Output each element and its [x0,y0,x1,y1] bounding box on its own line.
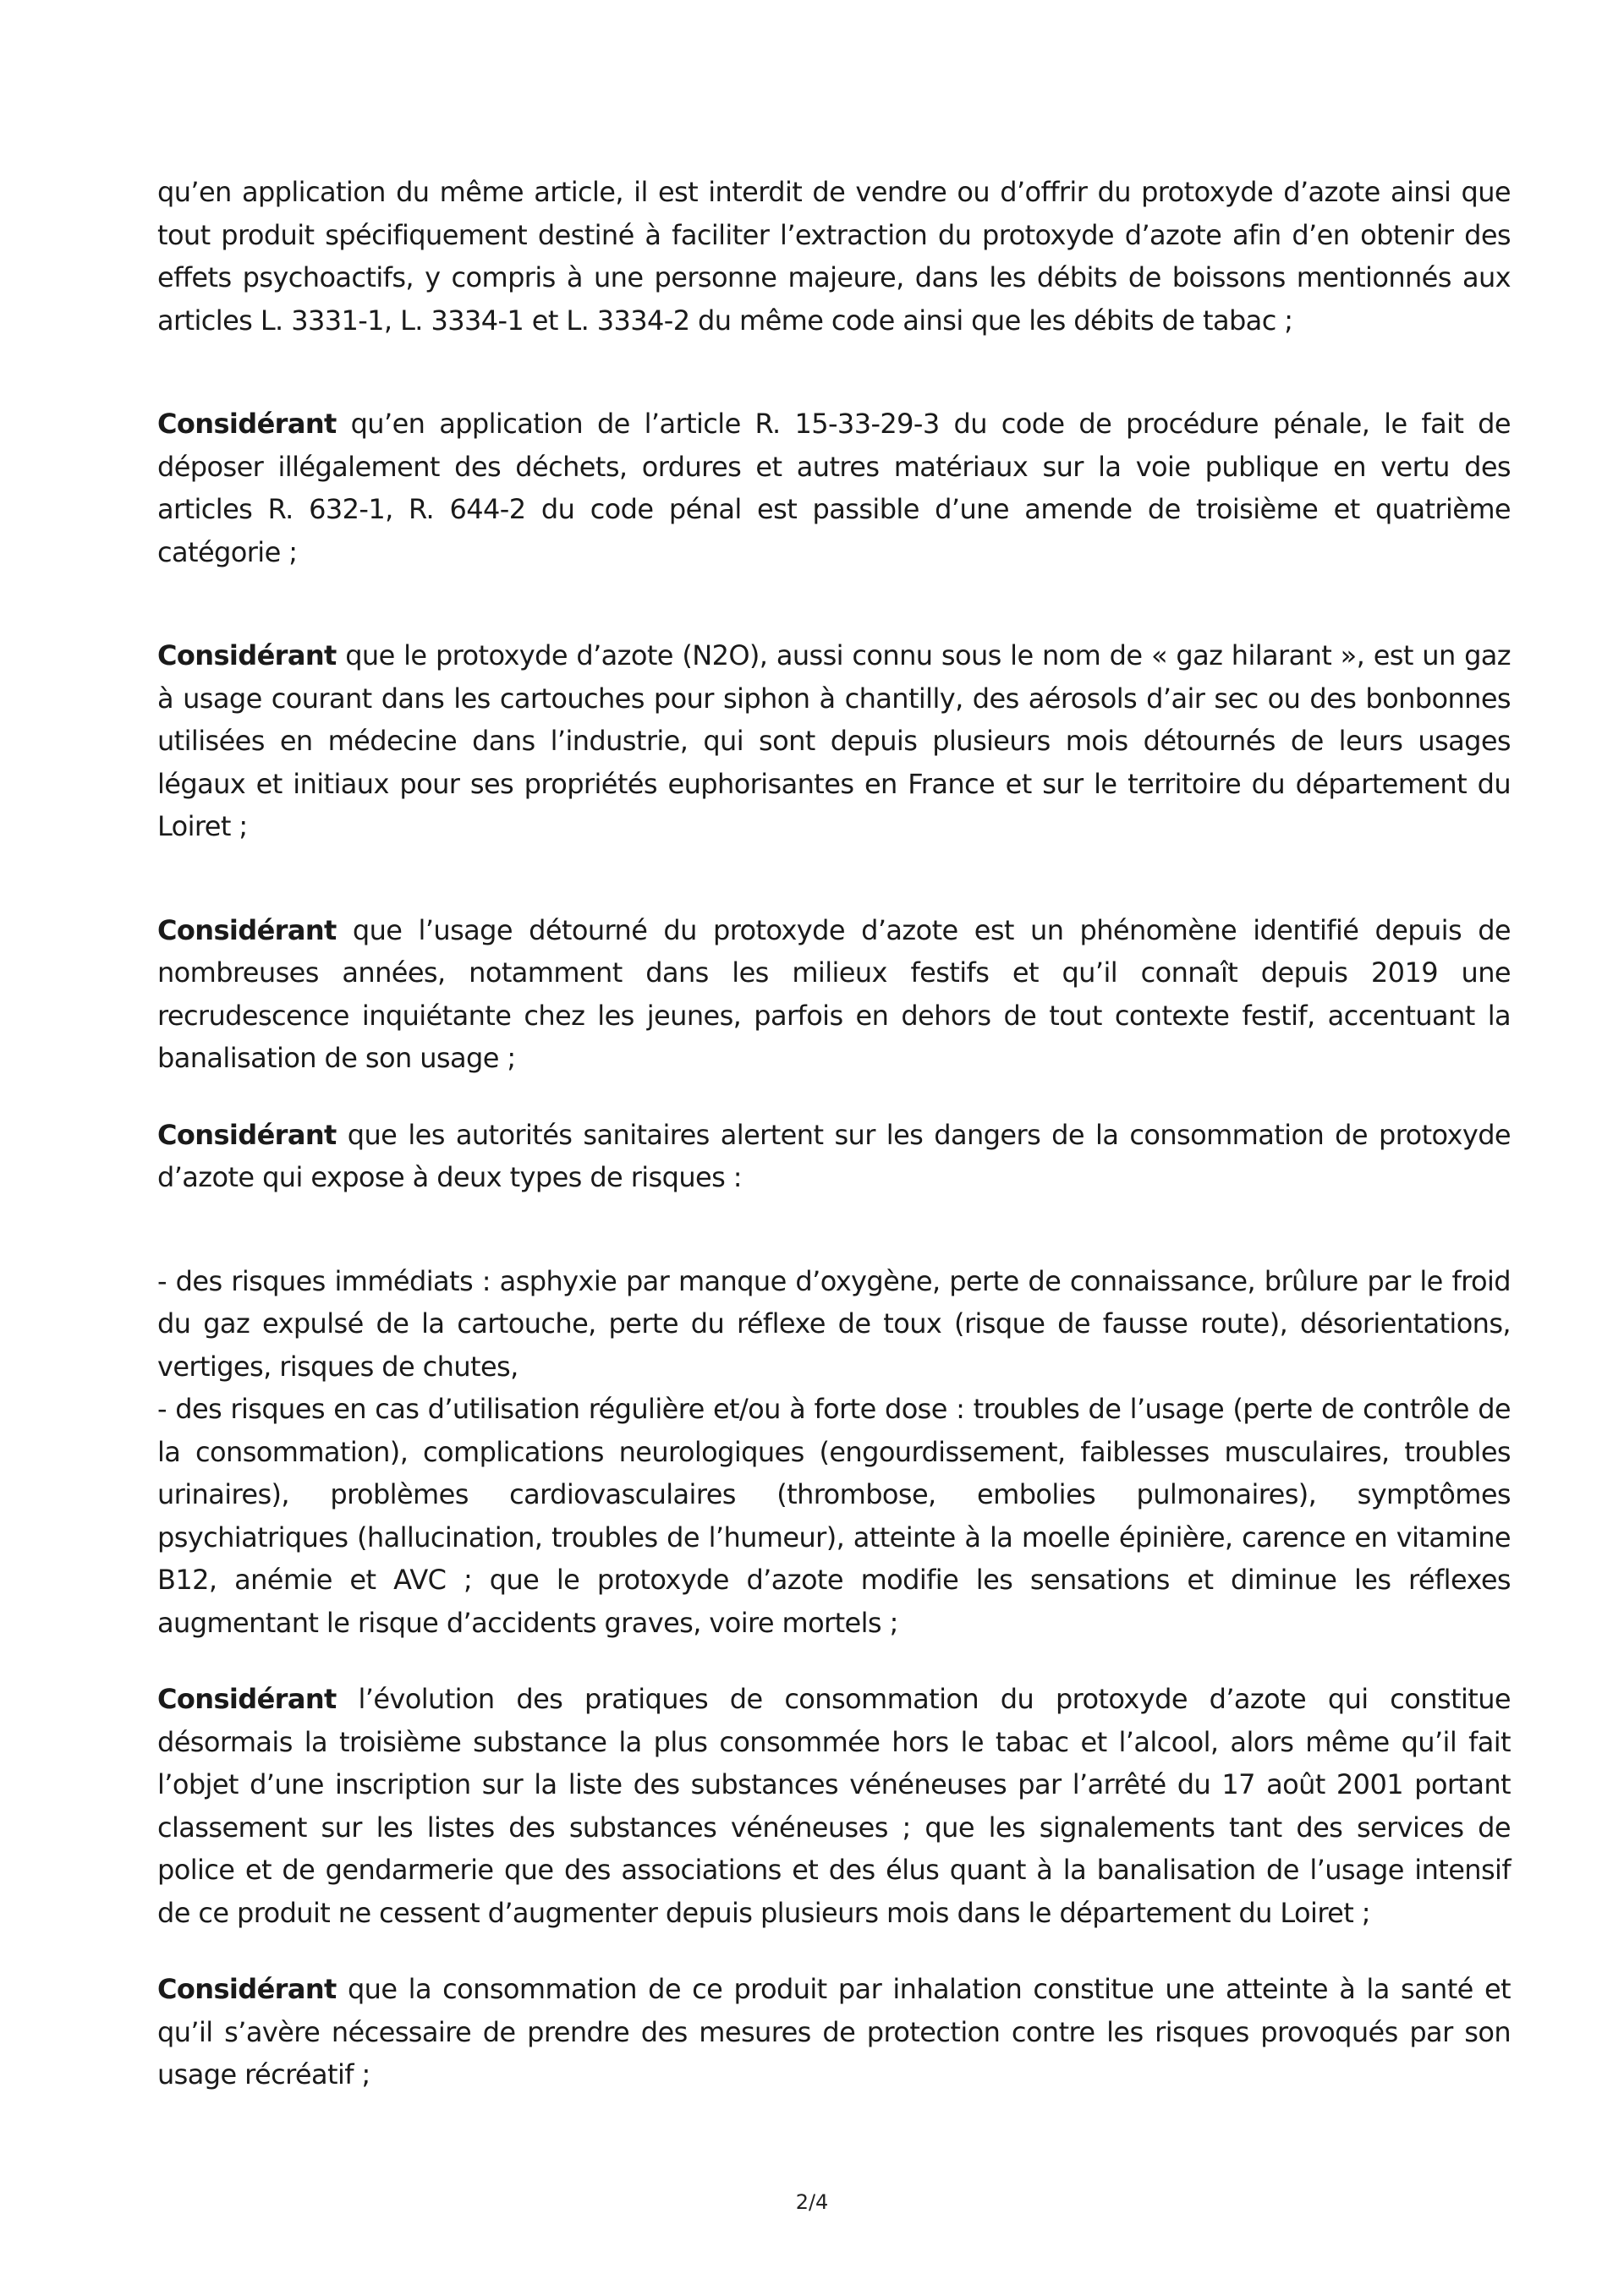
considerant-keyword: Considérant [157,913,337,946]
risk-item-regular-use: - des risques en cas d’utilisation régulière et/ou à forte dose : troubles de l’usage (perte de contrôle de la consommation), complications neurologiques (engourdissement, faiblesses musculaires, troubles urinaires), problèmes cardiovasculaires (thrombose, embolies pulmonaires), symptômes psychiatriques (hallucination, troubles de l’humeur), atteinte à la moelle épinière, carence en vitamine B12, anémie et AVC ; que le protoxyde d’azote modifie les sensations et diminue les réflexes augmentant le risque d’accidents graves, voire mortels ; [157,1393,1511,1639]
considerant-keyword: Considérant [157,1118,337,1151]
paragraph-spacer [157,1934,1511,1968]
paragraph-spacer [157,1199,1511,1260]
considerant-text: que l’usage détourné du protoxyde d’azote est un phénomène identifié depuis de nombreuses années, notamment dans les milieux festifs et qu’il connaît depuis 2019 une recrudescence inquiétante chez les jeunes, parfois en dehors de tout contexte festif, accentuant la banalisation de son usage ; [157,913,1511,1074]
considerant-paragraph-6 [157,1968,1511,2096]
considerant-text: que les autorités sanitaires alertent sur les dangers de la consommation de protoxyde d’azote qui expose à deux types de risques : [157,1118,1511,1193]
considerant-keyword: Considérant [157,408,337,440]
considerant-paragraph-3 [157,909,1511,1080]
considerant-keyword: Considérant [157,1683,337,1715]
paragraph-spacer [157,848,1511,909]
page-number: 2/4 [795,2190,829,2214]
considerant-text: qu’en application de l’article R. 15-33-29-3 du code de procédure pénale, le fait de déposer illégalement des déchets, ordures et autres matériaux sur la voie publique en vertu des articles R. 632-1, R. 644-2 du code pénal est passible d’une amende de troisième et quatrième catégorie ; [157,408,1511,568]
considerant-keyword: Considérant [157,639,337,671]
considerant-text: l’évolution des pratiques de consommation du protoxyde d’azote qui constitue désormais la troisième substance la plus consommée hors le tabac et l’alcool, alors même qu’il fait l’objet d’une inscription sur la liste des substances vénéneuses par l’arrêté du 17 août 2001 portant classement sur les listes des substances vénéneuses ; que les signalements tant des services de police et de gendarmerie que des associations et des élus quant à la banalisation de l’usage intensif de ce produit ne cessent d’augmenter depuis plusieurs mois dans le département du Loiret ; [157,1683,1511,1929]
continuation-paragraph: qu’en application du même article, il est interdit de vendre ou d’offrir du protoxyde d’azote ainsi que tout produit spécifiquement destiné à faciliter l’extraction du protoxyde d’azote afin d’en obtenir des effets psychoactifs, y compris à une personne majeure, dans les débits de boissons mentionnés aux articles L. 3331-1, L. 3334-1 et L. 3334-2 du même code ainsi que les débits de tabac ; [157,176,1511,337]
paragraph-spacer [157,1644,1511,1678]
considerant-paragraph-2 [157,634,1511,848]
paragraph-spacer [157,342,1511,403]
document-body [157,171,1511,2096]
paragraph-spacer [157,573,1511,634]
considerant-text: que la consommation de ce produit par inhalation constitue une atteinte à la santé et qu’il s’avère nécessaire de prendre des mesures de protection contre les risques provoqués par son usage récréatif ; [157,1973,1511,2091]
considerant-keyword: Considérant [157,1973,337,2005]
risk-item-immediate: - des risques immédiats : asphyxie par manque d’oxygène, perte de connaissance, brûlure par le froid du gaz expulsé de la cartouche, perte du réflexe de toux (risque de fausse route), désorientations, vertiges, risques de chutes, [157,1264,1511,1383]
considerant-paragraph-1 [157,403,1511,573]
paragraph-spacer [157,1080,1511,1114]
considerant-paragraph-5 [157,1678,1511,1934]
considerant-text: que le protoxyde d’azote (N2O), aussi connu sous le nom de « gaz hilarant », est un gaz à usage courant dans les cartouches pour siphon à chantilly, des aérosols d’air sec ou des bonbonnes utilisées en médecine dans l’industrie, qui sont depuis plusieurs mois détournés de leurs usages légaux et initiaux pour ses propriétés euphorisantes en France et sur le territoire du département du Loiret ; [157,639,1511,842]
considerant-paragraph-4 [157,1114,1511,1199]
